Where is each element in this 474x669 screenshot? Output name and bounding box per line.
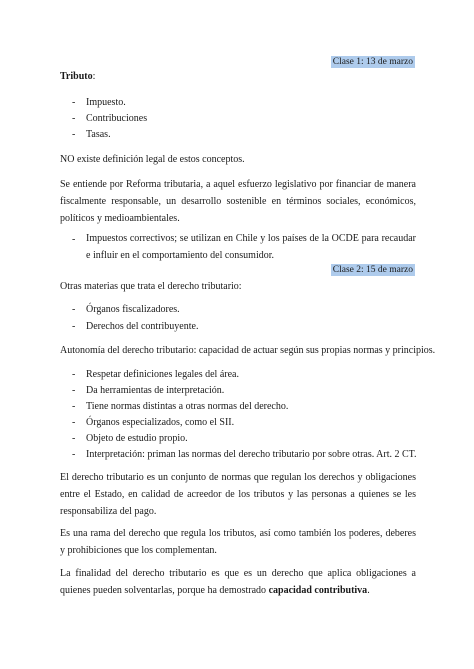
list-item-impuestos-correctivos: Impuestos correctivos; se utilizan en Chile y los países de la OCDE para recaudar e influir en el comportamiento del consumidor. xyxy=(86,233,416,261)
list-item: Respetar definiciones legales del área. xyxy=(86,369,239,380)
list-item: Tasas. xyxy=(86,129,111,140)
paragraph-conjunto-de-normas: El derecho tributario es un conjunto de normas que regulan los derechos y obligaciones entre el Estado, en calidad de acreedor de los tributos y las personas a quienes se les responsabiliza del pago. xyxy=(60,472,416,517)
paragraph-reforma: Se entiende por Reforma tributaria, a aquel esfuerzo legislativo por financiar de manera fiscalmente responsable, un desarrollo sostenible en términos sociales, económicos, políticos y medioambientales. xyxy=(60,179,416,224)
paragraph-finalidad: La finalidad del derecho tributario es que es un derecho que aplica obligaciones a quienes pueden solventarlas, porque ha demostrado capacidad contributiva. xyxy=(60,568,416,596)
list-dash: - xyxy=(72,449,76,460)
paragraph-no-existe: NO existe definición legal de estos conceptos. xyxy=(60,154,245,165)
list-dash: - xyxy=(72,321,76,332)
list-dash: - xyxy=(72,433,76,444)
list-dash: - xyxy=(72,369,76,380)
list-item: Órganos especializados, como el SII. xyxy=(86,417,235,428)
list-item: Impuesto. xyxy=(86,97,126,108)
paragraph-autonomia: Autonomía del derecho tributario: capacidad de actuar según sus propias normas y principios. xyxy=(60,345,436,356)
paragraph-otras-materias: Otras materias que trata el derecho tributario: xyxy=(60,281,242,292)
list-dash: - xyxy=(72,234,76,245)
list-dash: - xyxy=(72,113,76,124)
list-dash: - xyxy=(72,401,76,412)
list-item: Objeto de estudio propio. xyxy=(86,433,188,444)
list-item: Tiene normas distintas a otras normas del derecho. xyxy=(86,401,289,412)
list-item: Interpretación: priman las normas del derecho tributario por sobre otras. Art. 2 CT. xyxy=(86,449,417,460)
paragraph-rama-del-derecho: Es una rama del derecho que regula los tributos, así como también los poderes, deberes y prohibiciones que los complementan. xyxy=(60,528,416,556)
list-item: Derechos del contribuyente. xyxy=(86,321,199,332)
date-highlight-clase-2: Clase 2: 15 de marzo xyxy=(332,265,413,275)
date-highlight-clase-1: Clase 1: 13 de marzo xyxy=(332,57,413,67)
list-item: Da herramientas de interpretación. xyxy=(86,385,225,396)
list-dash: - xyxy=(72,385,76,396)
list-dash: - xyxy=(72,304,76,315)
list-item: Contribuciones xyxy=(86,113,148,124)
list-dash: - xyxy=(72,97,76,108)
list-dash: - xyxy=(72,417,76,428)
capacidad-contributiva-bold: capacidad contributiva xyxy=(268,585,368,596)
list-item: Órganos fiscalizadores. xyxy=(86,304,180,315)
tributo-heading: Tributo: xyxy=(60,71,96,82)
tributo-heading-text: Tributo xyxy=(60,71,93,82)
list-dash: - xyxy=(72,129,76,140)
